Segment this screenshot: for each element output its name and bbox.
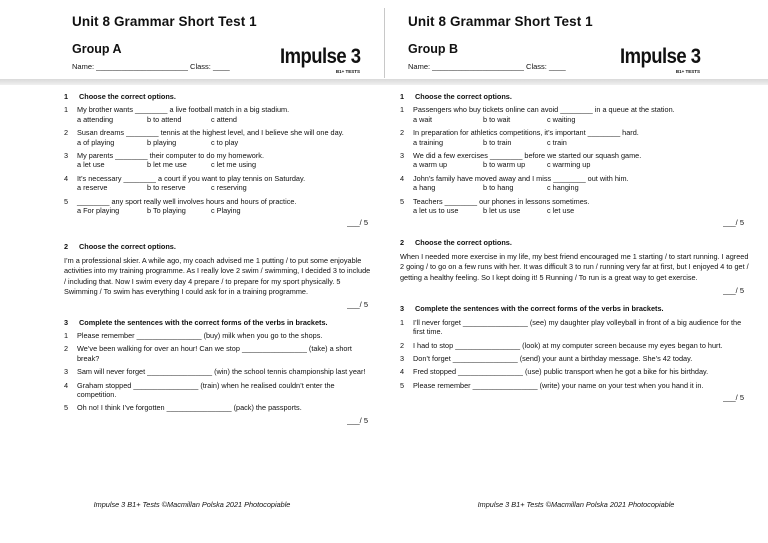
- question-item: [400, 105, 750, 114]
- group-title: Group B: [408, 42, 458, 56]
- question-item: [400, 128, 750, 137]
- score-box: ___/ 5: [347, 415, 368, 425]
- exercise-instruction: Choose the correct options.: [415, 92, 512, 101]
- question-number: 4: [400, 173, 405, 183]
- name-field-label: Name: ______________________: [72, 62, 188, 71]
- answer-option[interactable]: b to warm up: [483, 160, 526, 170]
- sentence-item: [64, 403, 374, 412]
- score-box: ___/ 5: [347, 300, 368, 310]
- question-item: [64, 151, 374, 160]
- brand-name: Impulse 3: [279, 45, 360, 68]
- answer-option[interactable]: a attending: [77, 114, 114, 124]
- question-number: 1: [64, 105, 69, 115]
- exercise-number: 1: [400, 92, 405, 101]
- exercise-1-heading: [64, 92, 374, 101]
- answer-option[interactable]: b to reserve: [147, 183, 186, 193]
- sentence-text[interactable]: Please remember ________________ (buy) milk when you go to the shops.: [77, 330, 323, 340]
- answer-option[interactable]: b let us use: [483, 206, 521, 216]
- exercise-2-paragraph: I’m a professional skier. A while ago, my coach advised me 1 putting / to put some enjoyable activities into my training programme. As I really love 2 swim / swimming, I decided 3 to include / including that. Now I swim every day 4 prepare / to prepare for my sport physically. 5 Swimming / To swim has everything I could ask for in a training programme.: [64, 256, 371, 296]
- sentence-text[interactable]: Graham stopped ________________ (train) when he realised couldn’t enter the competition.: [77, 380, 335, 399]
- exercise-instruction: Complete the sentences with the correct forms of the verbs in brackets.: [79, 317, 328, 327]
- question-number: 3: [400, 151, 405, 161]
- question-number: 3: [400, 353, 405, 363]
- question-item: [64, 174, 374, 183]
- question-number: 5: [400, 380, 405, 390]
- question-number: 2: [64, 128, 69, 138]
- sentence-text[interactable]: Sam will never forget ________________ (win) the school tennis championship last year!: [77, 367, 366, 377]
- answer-option[interactable]: a wait: [413, 114, 433, 124]
- question-number: 3: [64, 151, 69, 161]
- question-number: 2: [400, 340, 405, 350]
- answer-options: [77, 160, 374, 169]
- exercise-number: 1: [64, 92, 69, 101]
- question-item: [400, 174, 750, 183]
- brand-level: B1+ TESTS: [675, 69, 700, 74]
- score-box: ___/ 5: [347, 218, 368, 228]
- sentence-text[interactable]: Fred stopped ________________ (use) public transport when he got a bike for his birthday.: [413, 367, 709, 377]
- sentence-text[interactable]: I had to stop ________________ (look) at my computer screen because my eyes began to hurt.: [413, 340, 723, 350]
- exercise-instruction: Choose the correct options.: [415, 237, 512, 247]
- answer-option[interactable]: b to train: [483, 137, 512, 147]
- sentence-text[interactable]: Don’t forget ________________ (send) your aunt a birthday message. She’s 42 today.: [413, 353, 693, 363]
- exercise-1-heading: [400, 92, 750, 101]
- answer-options: [413, 160, 750, 169]
- question-number: 2: [400, 128, 405, 138]
- exercise-2-paragraph: When I needed more exercise in my life, my best friend encouraged me 1 starting / to start running. I agreed 2 going / to go on a few runs with her. It was difficult 3 to run / running very far at first, but I enjoyed 4 to get / getting a healthy feeling. So I kept doing it! 5 Running / To run is a great way to get exercise.: [400, 252, 749, 282]
- question-number: 1: [64, 330, 69, 340]
- class-field-label: Class: ____: [526, 62, 566, 71]
- question-text: John’s family have moved away and I miss ________ out with him.: [413, 173, 629, 183]
- question-text: We did a few exercises ________ before we started our squash game.: [413, 151, 642, 161]
- page-footer: Impulse 3 B1+ Tests ©Macmillan Polska 2021 Photocopiable: [477, 500, 675, 509]
- sentence-item: [400, 341, 750, 350]
- sentence-item: [400, 367, 750, 376]
- sentence-item: [64, 331, 374, 340]
- question-number: 1: [400, 105, 405, 115]
- sentence-text[interactable]: We’ve been walking for over an hour! Can we stop ________________ (take) a short break?: [77, 344, 352, 363]
- question-item: [64, 128, 374, 137]
- answer-options: [77, 206, 374, 215]
- answer-option[interactable]: c reserving: [211, 183, 247, 193]
- class-field-label: Class: ____: [190, 62, 230, 71]
- question-text: My parents ________ their computer to do my homework.: [77, 151, 264, 161]
- sentence-item: [400, 354, 750, 363]
- answer-option[interactable]: c let me using: [211, 160, 257, 170]
- answer-options: [77, 138, 374, 147]
- sentence-item: [64, 367, 374, 376]
- exercise-instruction: Choose the correct options.: [79, 241, 176, 251]
- question-number: 5: [64, 196, 69, 206]
- score-box: ___/ 5: [723, 218, 744, 228]
- exercise-instruction: Complete the sentences with the correct forms of the verbs in brackets.: [415, 304, 664, 314]
- exercise-3-heading: [400, 304, 750, 313]
- answer-option[interactable]: a reserve: [77, 183, 108, 193]
- sentence-item: [400, 381, 750, 390]
- question-number: 4: [64, 173, 69, 183]
- sentence-item: [64, 381, 374, 400]
- answer-option[interactable]: b to attend: [147, 114, 182, 124]
- answer-option[interactable]: a let use: [77, 160, 105, 170]
- answer-option[interactable]: b to hang: [483, 183, 514, 193]
- question-item: [64, 197, 374, 206]
- answer-option[interactable]: a For playing: [77, 206, 120, 216]
- name-field-label: Name: ______________________: [408, 62, 524, 71]
- answer-option[interactable]: c hanging: [547, 183, 579, 193]
- question-text: Teachers ________ our phones in lessons sometimes.: [413, 196, 590, 206]
- page-footer: Impulse 3 B1+ Tests ©Macmillan Polska 2021 Photocopiable: [93, 500, 291, 509]
- question-number: 4: [64, 380, 69, 390]
- question-item: [400, 151, 750, 160]
- question-number: 5: [64, 403, 69, 413]
- question-text: In preparation for athletics competitions, it’s important ________ hard.: [413, 128, 639, 138]
- answer-option[interactable]: c warming up: [547, 160, 591, 170]
- answer-option[interactable]: c attend: [211, 114, 237, 124]
- answer-option[interactable]: c Playing: [211, 206, 241, 216]
- exercise-number: 2: [64, 241, 69, 251]
- exercise-3-heading: [64, 318, 374, 327]
- answer-options: [77, 115, 374, 124]
- question-number: 3: [64, 367, 69, 377]
- group-b-exercises: [400, 92, 750, 403]
- exercise-instruction: Choose the correct options.: [79, 92, 176, 101]
- question-item: [400, 197, 750, 206]
- answer-option[interactable]: a of playing: [77, 137, 115, 147]
- answer-option[interactable]: c waiting: [547, 114, 576, 124]
- answer-option[interactable]: c to play: [211, 137, 239, 147]
- question-text: Passengers who buy tickets online can avoid ________ in a queue at the station.: [413, 105, 675, 115]
- group-a-exercises: [64, 92, 374, 425]
- group-title: Group A: [72, 42, 122, 56]
- question-text: My brother wants ________ a live football match in a big stadium.: [77, 105, 290, 115]
- sentence-text[interactable]: Oh no! I think I’ve forgotten ________________ (pack) the passports.: [77, 403, 302, 413]
- exercise-number: 3: [64, 317, 69, 327]
- group-b-sheet: [384, 0, 768, 543]
- answer-options: [413, 138, 750, 147]
- score-box: ___/ 5: [723, 393, 744, 403]
- answer-option[interactable]: b playing: [147, 137, 177, 147]
- answer-option[interactable]: c train: [547, 137, 567, 147]
- question-number: 2: [64, 344, 69, 354]
- answer-option[interactable]: a training: [413, 137, 444, 147]
- brand-name: Impulse 3: [619, 45, 700, 68]
- group-a-header: [72, 14, 372, 80]
- sentence-item: [64, 344, 374, 363]
- question-text: Susan dreams ________ tennis at the highest level, and I believe she will one day.: [77, 128, 344, 138]
- answer-options: [413, 183, 750, 192]
- answer-option[interactable]: a hang: [413, 183, 436, 193]
- answer-option[interactable]: b let me use: [147, 160, 187, 170]
- answer-option[interactable]: a let us to use: [413, 206, 459, 216]
- question-item: [64, 105, 374, 114]
- sentence-text[interactable]: I’ll never forget ________________ (see) my daughter play volleyball in front of a big audience for the first time.: [413, 317, 742, 337]
- impulse-logo: [609, 46, 700, 74]
- unit-title: Unit 8 Grammar Short Test 1: [72, 14, 257, 29]
- answer-options: [413, 115, 750, 124]
- exercise-2-heading: [400, 238, 750, 247]
- question-text: It’s necessary ________ a court if you want to play tennis on Saturday.: [77, 173, 306, 183]
- sentence-text[interactable]: Please remember ________________ (write) your name on your test when you hand it in.: [413, 380, 704, 390]
- brand-level: B1+ TESTS: [335, 69, 360, 74]
- sentence-item: [400, 318, 750, 337]
- exercise-number: 2: [400, 237, 405, 247]
- group-b-header: [408, 14, 708, 80]
- unit-title: Unit 8 Grammar Short Test 1: [408, 14, 593, 29]
- answer-option[interactable]: b To playing: [147, 206, 186, 216]
- answer-options: [77, 183, 374, 192]
- question-text: ________ any sport really well involves hours and hours of practice.: [77, 196, 297, 206]
- question-number: 1: [400, 317, 405, 327]
- score-box: ___/ 5: [723, 285, 744, 295]
- answer-option[interactable]: a warm up: [413, 160, 448, 170]
- impulse-logo: [269, 46, 360, 74]
- question-number: 4: [400, 367, 405, 377]
- exercise-2-heading: [64, 242, 374, 251]
- question-number: 5: [400, 196, 405, 206]
- answer-option[interactable]: b to wait: [483, 114, 511, 124]
- answer-option[interactable]: c let use: [547, 206, 575, 216]
- exercise-number: 3: [400, 304, 405, 314]
- answer-options: [413, 206, 750, 215]
